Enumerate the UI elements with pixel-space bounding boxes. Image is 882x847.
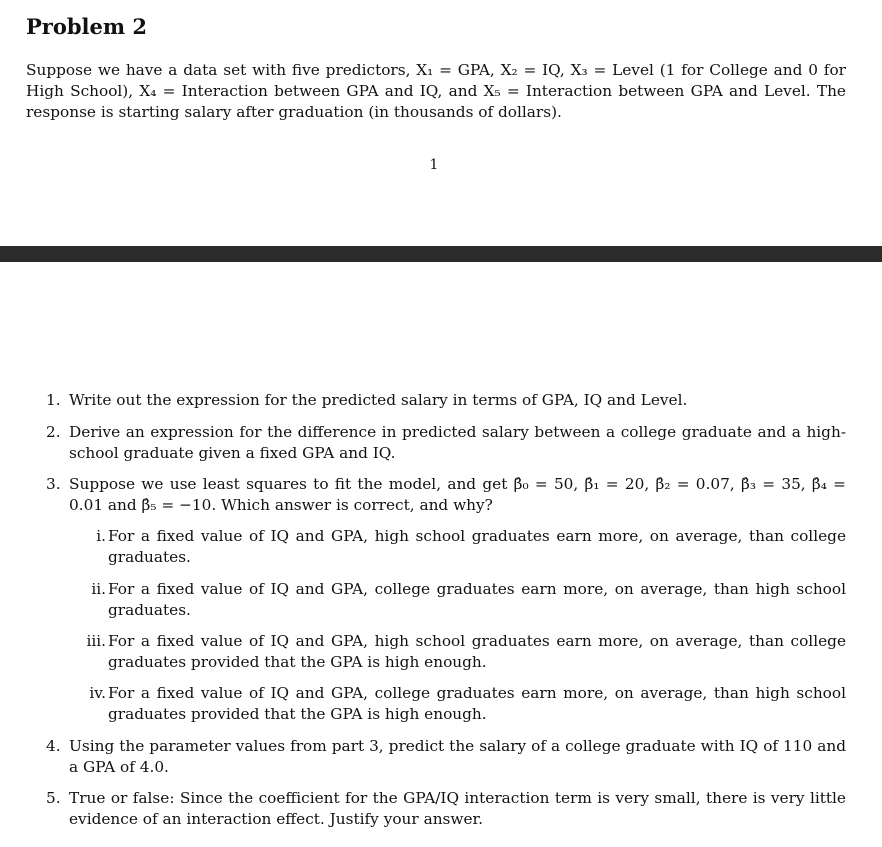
intro-x1: X₁ = GPA,: [416, 61, 501, 79]
question-text: Derive an expression for the difference in predicted salary between a college graduate and a high-school graduate given a fixed GPA and IQ.: [69, 423, 846, 462]
question-3: [46, 474, 846, 516]
intro-response: The response is starting salary after graduation (in thousands of dollars).: [26, 82, 846, 121]
option-number: i.: [96, 527, 106, 545]
question-text: Using the parameter values from part 3, predict the salary of a college graduate with IQ of 110 and a GPA of 4.0.: [69, 737, 846, 776]
option-iii: [78, 631, 846, 673]
question-text: Suppose we use least squares to fit the model, and get β̂₀ = 50, β̂₁ = 20, β̂₂ = 0.07, β̂₃ = 35, β̂₄ = 0.01 and β̂₅ = −10. Which answer is correct, and why?: [69, 475, 846, 514]
page-number: 1: [429, 157, 439, 173]
option-text: For a fixed value of IQ and GPA, high school graduates earn more, on average, than college graduates.: [108, 527, 846, 566]
option-iv: [78, 683, 846, 725]
question-text: Write out the expression for the predicted salary in terms of GPA, IQ and Level.: [69, 391, 688, 409]
option-number: iv.: [89, 684, 106, 702]
page-1: [0, 0, 882, 246]
intro-x4: X₄ = Interaction between GPA and IQ, and: [139, 82, 484, 100]
question-5: [46, 788, 846, 830]
intro-x3: X₃ = Level (1 for College and 0 for High School),: [26, 61, 846, 100]
option-ii: [78, 579, 846, 621]
page-divider: [0, 246, 882, 262]
intro-x5: X₅ = Interaction between GPA and Level.: [483, 82, 811, 100]
option-number: ii.: [91, 580, 106, 598]
question-2: [46, 422, 846, 464]
question-4: [46, 736, 846, 778]
question-number: 2.: [46, 423, 61, 441]
problem-intro: [26, 60, 846, 123]
intro-text: Suppose we have a data set with five predictors,: [26, 61, 417, 79]
question-number: 1.: [46, 391, 61, 409]
option-number: iii.: [86, 632, 106, 650]
intro-x2: X₂ = IQ,: [500, 61, 571, 79]
question-number: 4.: [46, 737, 61, 755]
option-text: For a fixed value of IQ and GPA, high school graduates earn more, on average, than college graduates provided that the GPA is high enough.: [108, 632, 846, 671]
question-number: 3.: [46, 475, 61, 493]
question-1: [46, 390, 846, 411]
option-i: [78, 526, 846, 568]
question-text: True or false: Since the coefficient for the GPA/IQ interaction term is very small, there is very little evidence of an interaction effect. Justify your answer.: [69, 789, 846, 828]
option-text: For a fixed value of IQ and GPA, college graduates earn more, on average, than high school graduates provided that the GPA is high enough.: [108, 684, 846, 723]
question-number: 5.: [46, 789, 61, 807]
option-text: For a fixed value of IQ and GPA, college graduates earn more, on average, than high school graduates.: [108, 580, 846, 619]
problem-title: Problem 2: [26, 14, 148, 39]
